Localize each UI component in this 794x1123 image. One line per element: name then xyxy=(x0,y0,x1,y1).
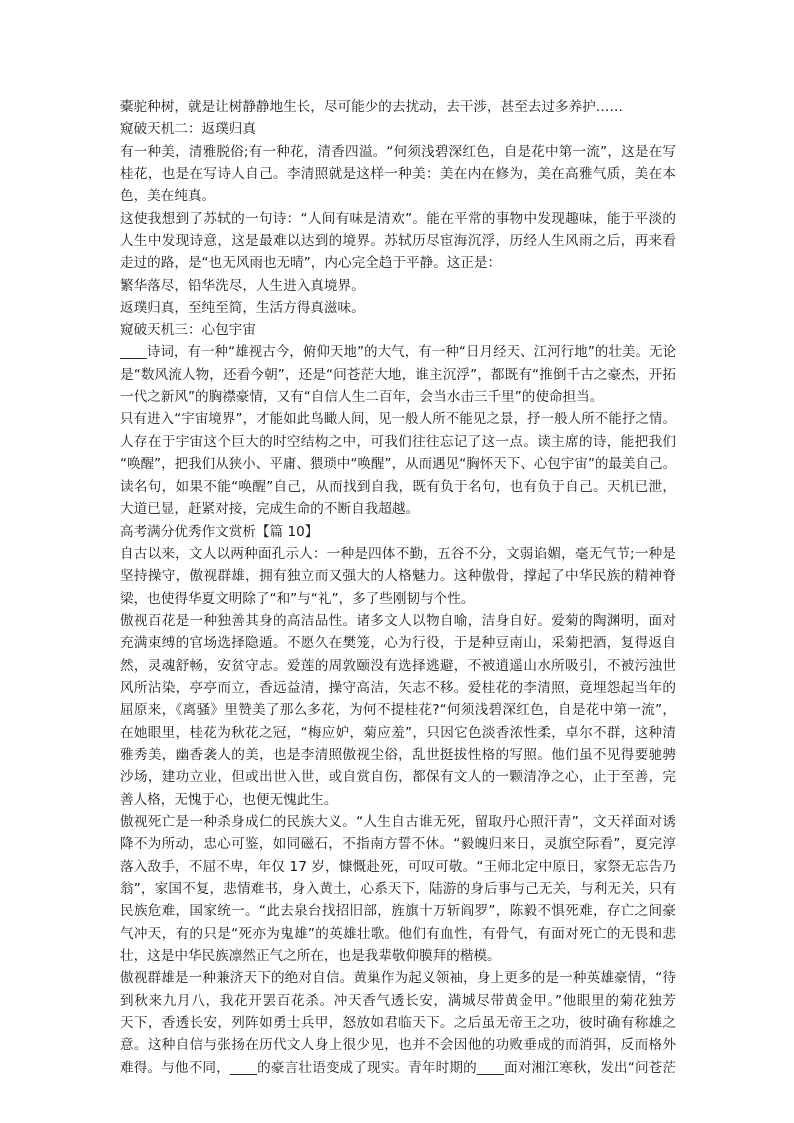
text-line: 返璞归真，至纯至简，生活方得真滋味。 xyxy=(120,300,365,317)
text-line: 民族危难，国家统一。“此去泉台找招旧部，旌旗十万斩阎罗”，陈毅不惧死难，存亡之间豪 xyxy=(120,903,676,920)
text-line: 充满束缚的官场选择隐遁。不愿久在樊笼，心为行役，于是种豆南山，采菊把酒，复得返自 xyxy=(120,635,676,652)
text-line: 只有进入“宇宙境界”，才能如此鸟瞰人间，见一般人所不能见之景，抒一般人所不能抒之情。 xyxy=(120,411,676,427)
text-line: 自古以来，文人以两种面孔示人：一种是四体不勤，五谷不分，文弱谄媚，毫无气节;一种是 xyxy=(120,545,676,562)
text-line: ____诗词，有一种“雄视古今，俯仰天地”的大气，有一种“日月经天、江河行地”的壮美。无论 xyxy=(120,344,676,360)
text-line: 一代之新风”的胸襟豪情，又有“自信人生二百年，会当水击三千里”的使命担当。 xyxy=(120,389,604,406)
text-line: 走过的路，是“也无风雨也无晴”，内心完全趋于平静。这正是： xyxy=(120,255,502,272)
text-line: 坚持操守，傲视群雄，拥有独立而又强大的人格魅力。这种傲骨，撑起了中华民族的精神脊 xyxy=(120,568,676,585)
text-line: 风所沾染，亭亭而立，香远益清，操守高洁，矢志不移。爱桂花的李清照，竟埋怨起当年的 xyxy=(120,679,676,696)
text-line: 屈原来，《离骚》里赞美了那么多花，为何不提桂花?“何须浅碧深红色，自是花中第一流”， xyxy=(120,702,676,719)
text-line: 在她眼里，桂花为秋花之冠，“梅应妒，菊应羞”，只因它色淡香浓性柔，卓尔不群，这种清 xyxy=(120,724,676,741)
text-line: 傲视死亡是一种杀身成仁的民族大义。“人生自古谁无死，留取丹心照汗青”，文天祥面对诱 xyxy=(120,814,676,830)
text-line: 善人格，无愧于心，也便无愧此生。 xyxy=(120,791,338,808)
text-line: 壮，这是中华民族凛然正气之所在，也是我辈敬仰膜拜的楷模。 xyxy=(120,948,501,965)
text-line: 有一种美，清雅脱俗;有一种花，清香四溢。“何须浅碧深红色，自是花中第一流”，这是在写 xyxy=(120,143,676,160)
text-line: 雅秀美，幽香袭人的美，也是李清照傲视尘俗，乱世挺拔性格的写照。他们虽不见得要驰骋 xyxy=(120,746,676,763)
text-line: 难得。与他不同，____的豪言壮语变成了现实。青年时期的____面对湘江寒秋，发出“问苍茫 xyxy=(120,1059,676,1076)
text-line: 天下，香透长安，列阵如勇士兵甲，怒放如君临天下。之后虽无帝王之功，彼时确有称雄之 xyxy=(120,1015,676,1032)
text-line: “唤醒”，把我们从狭小、平庸、猥琐中“唤醒”，从而遇见“胸怀天下、心包宇宙”的最美自己。 xyxy=(120,456,676,472)
text-line: 窥破天机三：心包宇宙 xyxy=(120,322,256,339)
text-line: 大道已显，赶紧对接，完成生命的不断自我超越。 xyxy=(120,501,420,518)
text-line: 落入敌手，不屈不卑，年仅 17 岁，慷慨赴死，可叹可敬。“王师北定中原日，家祭无忘告乃 xyxy=(120,858,676,875)
text-line: 人生中发现诗意，这是最难以达到的境界。苏轼历尽宦海沉浮，历经人生风雨之后，再来看 xyxy=(120,233,676,250)
text-line: 翁”，家国不复，悲情难书，身入黄土，心系天下，陆游的身后事与己无关，与利无关，只有 xyxy=(120,881,676,898)
text-line: 到秋来九月八，我花开罢百花杀。冲天香气透长安，满城尽带黄金甲。”他眼里的菊花独芳 xyxy=(120,992,676,1009)
text-line: 梁，也使得华夏文明除了“和”与“礼”，多了些刚韧与个性。 xyxy=(120,590,475,607)
text-line: 人存在于宇宙这个巨大的时空结构之中，可我们往往忘记了这一点。读主席的诗，能把我们 xyxy=(120,434,676,451)
text-line: 意。这种自信与张扬在历代文人身上很少见，也并不会因他的功败垂成的而消弭，反而格外 xyxy=(120,1037,676,1054)
text-line: 降不为所动，忠心可鉴，如同磁石，不指南方誓不休。“毅魄归来日，灵旗空际看”，夏完淳 xyxy=(120,836,676,853)
text-line: 高考满分优秀作文赏析【篇 10】 xyxy=(120,523,319,540)
text-line: 傲视群雄是一种兼济天下的绝对自信。黄巢作为起义领袖，身上更多的是一种英雄豪情，“待 xyxy=(120,970,676,987)
text-line: 是“数风流人物，还看今朝”，还是“问苍茫大地，谁主沉浮”，都既有“推倒千古之豪杰，开拓 xyxy=(120,367,676,384)
text-line: 沙场，建功立业，但或出世入世，或自赏自伤，都保有文人的一颗清净之心，止于至善，完 xyxy=(120,769,676,786)
text-line: 繁华落尽，铅华洗尽，人生进入真境界。 xyxy=(120,277,365,294)
text-line: 窥破天机二：返璞归真 xyxy=(120,121,256,138)
text-line: 气冲天，有的只是“死亦为鬼雄”的英雄壮歌。他们有血性，有骨气，有面对死亡的无畏和悲 xyxy=(120,925,676,942)
text-line: 橐驼种树，就是让树静静地生长，尽可能少的去扰动，去干涉，甚至去过多养护…… xyxy=(120,99,623,115)
text-line: 然，灵魂舒畅，安贫守志。爱莲的周敦颐没有选择逃避，不被逍遥山水所吸引，不被污浊世 xyxy=(120,657,676,674)
text-line: 色，美在纯真。 xyxy=(120,188,216,205)
text-line: 傲视百花是一种独善其身的高洁品性。诸多文人以物自喻，洁身自好。爱菊的陶渊明，面对 xyxy=(120,612,676,629)
document-body xyxy=(120,96,676,1079)
text-line: 这使我想到了苏轼的一句诗：“人间有味是清欢”。能在平常的事物中发现趣味，能于平淡的 xyxy=(120,210,676,227)
text-line: 桂花，也是在写诗人自己。李清照就是这样一种美：美在内在修为，美在高雅气质，美在本 xyxy=(120,166,676,183)
text-line: 读名句，如果不能“唤醒”自己，从而找到自我，既有负于名句，也有负于自己。天机已泄， xyxy=(120,478,676,495)
